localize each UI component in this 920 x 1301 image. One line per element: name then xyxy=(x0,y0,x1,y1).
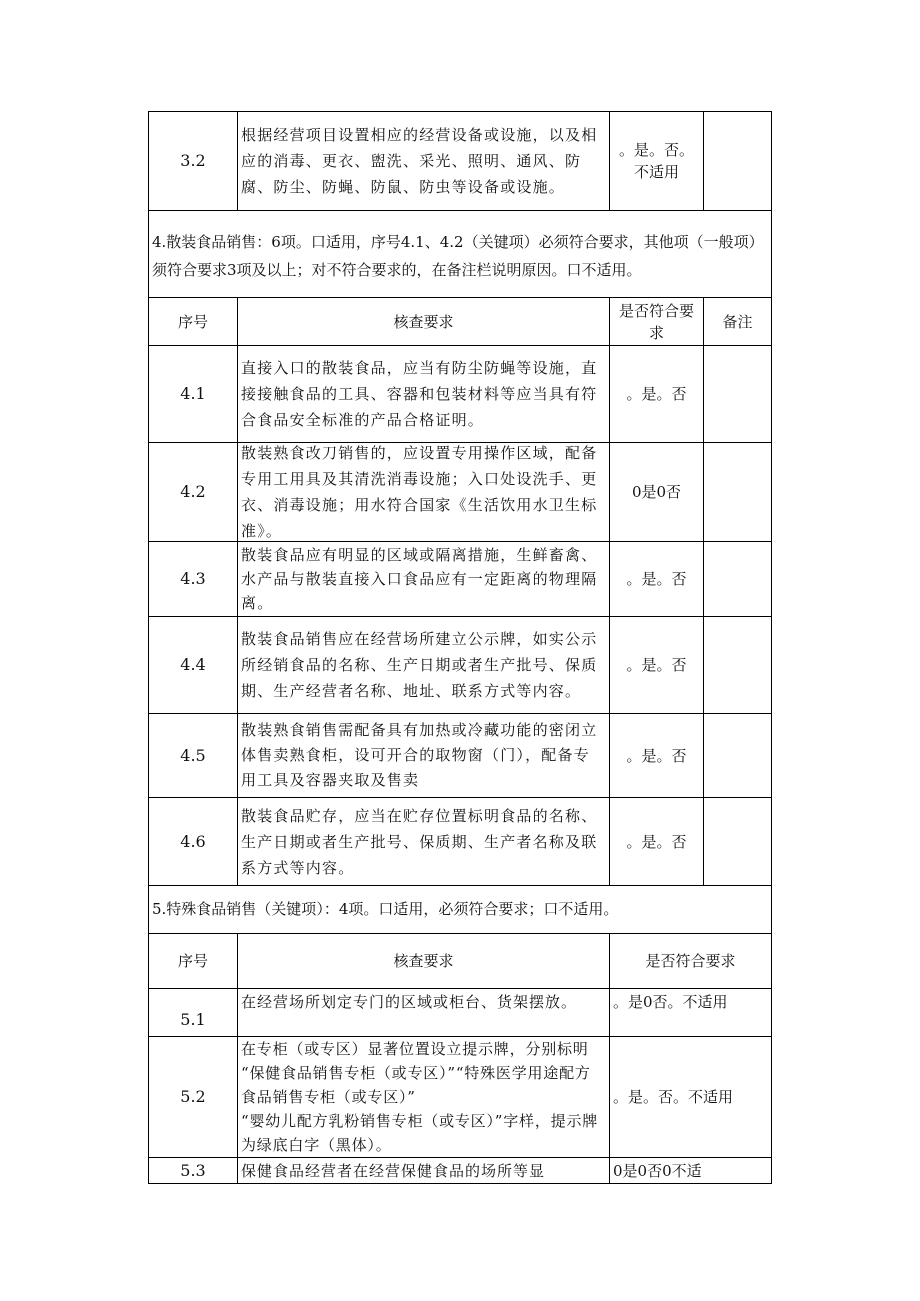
compliance-options: 。是0否。不适用 xyxy=(613,993,728,1011)
item-number: 4.5 xyxy=(180,745,206,765)
requirement-text: 散装食品销售应在经营场所建立公示牌，如实公示所经销食品的名称、生产日期或者生产批号、保质期、生产经营者名称、地址、联系方式等内容。 xyxy=(241,630,598,700)
requirement-text: 在经营场所划定专门的区域或柜台、货架摆放。 xyxy=(241,993,578,1011)
item-number: 5.3 xyxy=(180,1160,206,1180)
column-divider xyxy=(703,297,704,886)
header-requirement: 核查要求 xyxy=(393,952,454,970)
header-number: 序号 xyxy=(177,312,208,331)
requirement-text: 根据经营项目设置相应的经营设备或设施，以及相应的消毒、更衣、盥洗、采光、照明、通风、防腐、防尘、防蝇、防鼠、防虫等设备或设施。 xyxy=(241,126,598,196)
item-number: 5.1 xyxy=(180,1009,206,1029)
table-border-bottom xyxy=(148,1183,772,1184)
compliance-options: 。是。否 xyxy=(626,385,687,403)
requirement-text: 散装熟食改刀销售的，应设置专用操作区域，配备专用工用具及其清洗消毒设施；入口处设洗手、更衣、消毒设施；用水符合国家《生活饮用水卫生标准》。 xyxy=(241,444,598,540)
requirement-text: 在专柜（或专区）显著位置设立提示牌，分别标明 “保健食品销售专柜（或专区）”“特殊医学用途配方食品销售专柜（或专区）” “婴幼儿配方乳粉销售专柜（或专区）”字样，提示牌为绿底白字（黑体）。 xyxy=(241,1040,599,1154)
section-4-intro: 4.散装食品销售：6项。口适用，序号4.1、4.2（关键项）必须符合要求，其他项（一般项）须符合要求3项及以上；对不符合要求的，在备注栏说明原因。口不适用。 xyxy=(152,233,764,279)
item-number: 4.1 xyxy=(180,384,206,403)
requirement-text: 散装食品应有明显的区域或隔离措施，生鲜畜禽、水产品与散装直接入口食品应有一定距离的物理隔离。 xyxy=(241,546,598,612)
requirement-text: 直接入口的散装食品，应当有防尘防蝇等设施，直接接触食品的工具、容器和包装材料等应当具有符合食品安全标准的产品合格证明。 xyxy=(241,359,598,429)
section-5-intro: 5.特殊食品销售（关键项）：4项。口适用，必须符合要求；口不适用。 xyxy=(152,900,619,918)
item-number: 4.6 xyxy=(180,831,206,851)
item-number: 4.4 xyxy=(180,655,206,674)
header-requirement: 核查要求 xyxy=(393,312,454,331)
compliance-options: 。是。否。不适用 xyxy=(613,1088,734,1106)
header-number: 序号 xyxy=(177,952,208,970)
compliance-options: 。是。否 xyxy=(626,656,687,674)
compliance-options: 。是。否 xyxy=(626,570,687,588)
header-compliance: 是否符合要求 xyxy=(618,301,694,342)
item-number: 5.2 xyxy=(180,1087,206,1106)
compliance-options: 。是。否 xyxy=(626,746,687,765)
compliance-options: 。是。否。不适用 xyxy=(618,141,694,181)
row-divider xyxy=(148,885,772,886)
compliance-options: 0是0否0不适 xyxy=(613,1161,702,1180)
compliance-options: 。是。否 xyxy=(626,832,687,851)
item-number: 3.2 xyxy=(180,151,206,170)
header-remark: 备注 xyxy=(722,312,753,331)
item-number: 4.2 xyxy=(180,482,206,501)
compliance-options: 0是0否 xyxy=(631,483,682,501)
row-divider xyxy=(148,210,772,211)
requirement-text: 散装熟食销售需配备具有加热或冷藏功能的密闭立体售卖熟食柜，设可开合的取物窗（门），配备专用工具及容器夹取及售卖 xyxy=(241,721,598,789)
requirement-text: 散装食品贮存，应当在贮存位置标明食品的名称、生产日期或者生产批号、保质期、生产者名称及联系方式等内容。 xyxy=(241,806,598,877)
column-divider xyxy=(703,111,704,211)
requirement-text: 保健食品经营者在经营保健食品的场所等显 xyxy=(241,1161,546,1180)
header-compliance: 是否符合要求 xyxy=(645,952,736,970)
item-number: 4.3 xyxy=(180,569,206,588)
